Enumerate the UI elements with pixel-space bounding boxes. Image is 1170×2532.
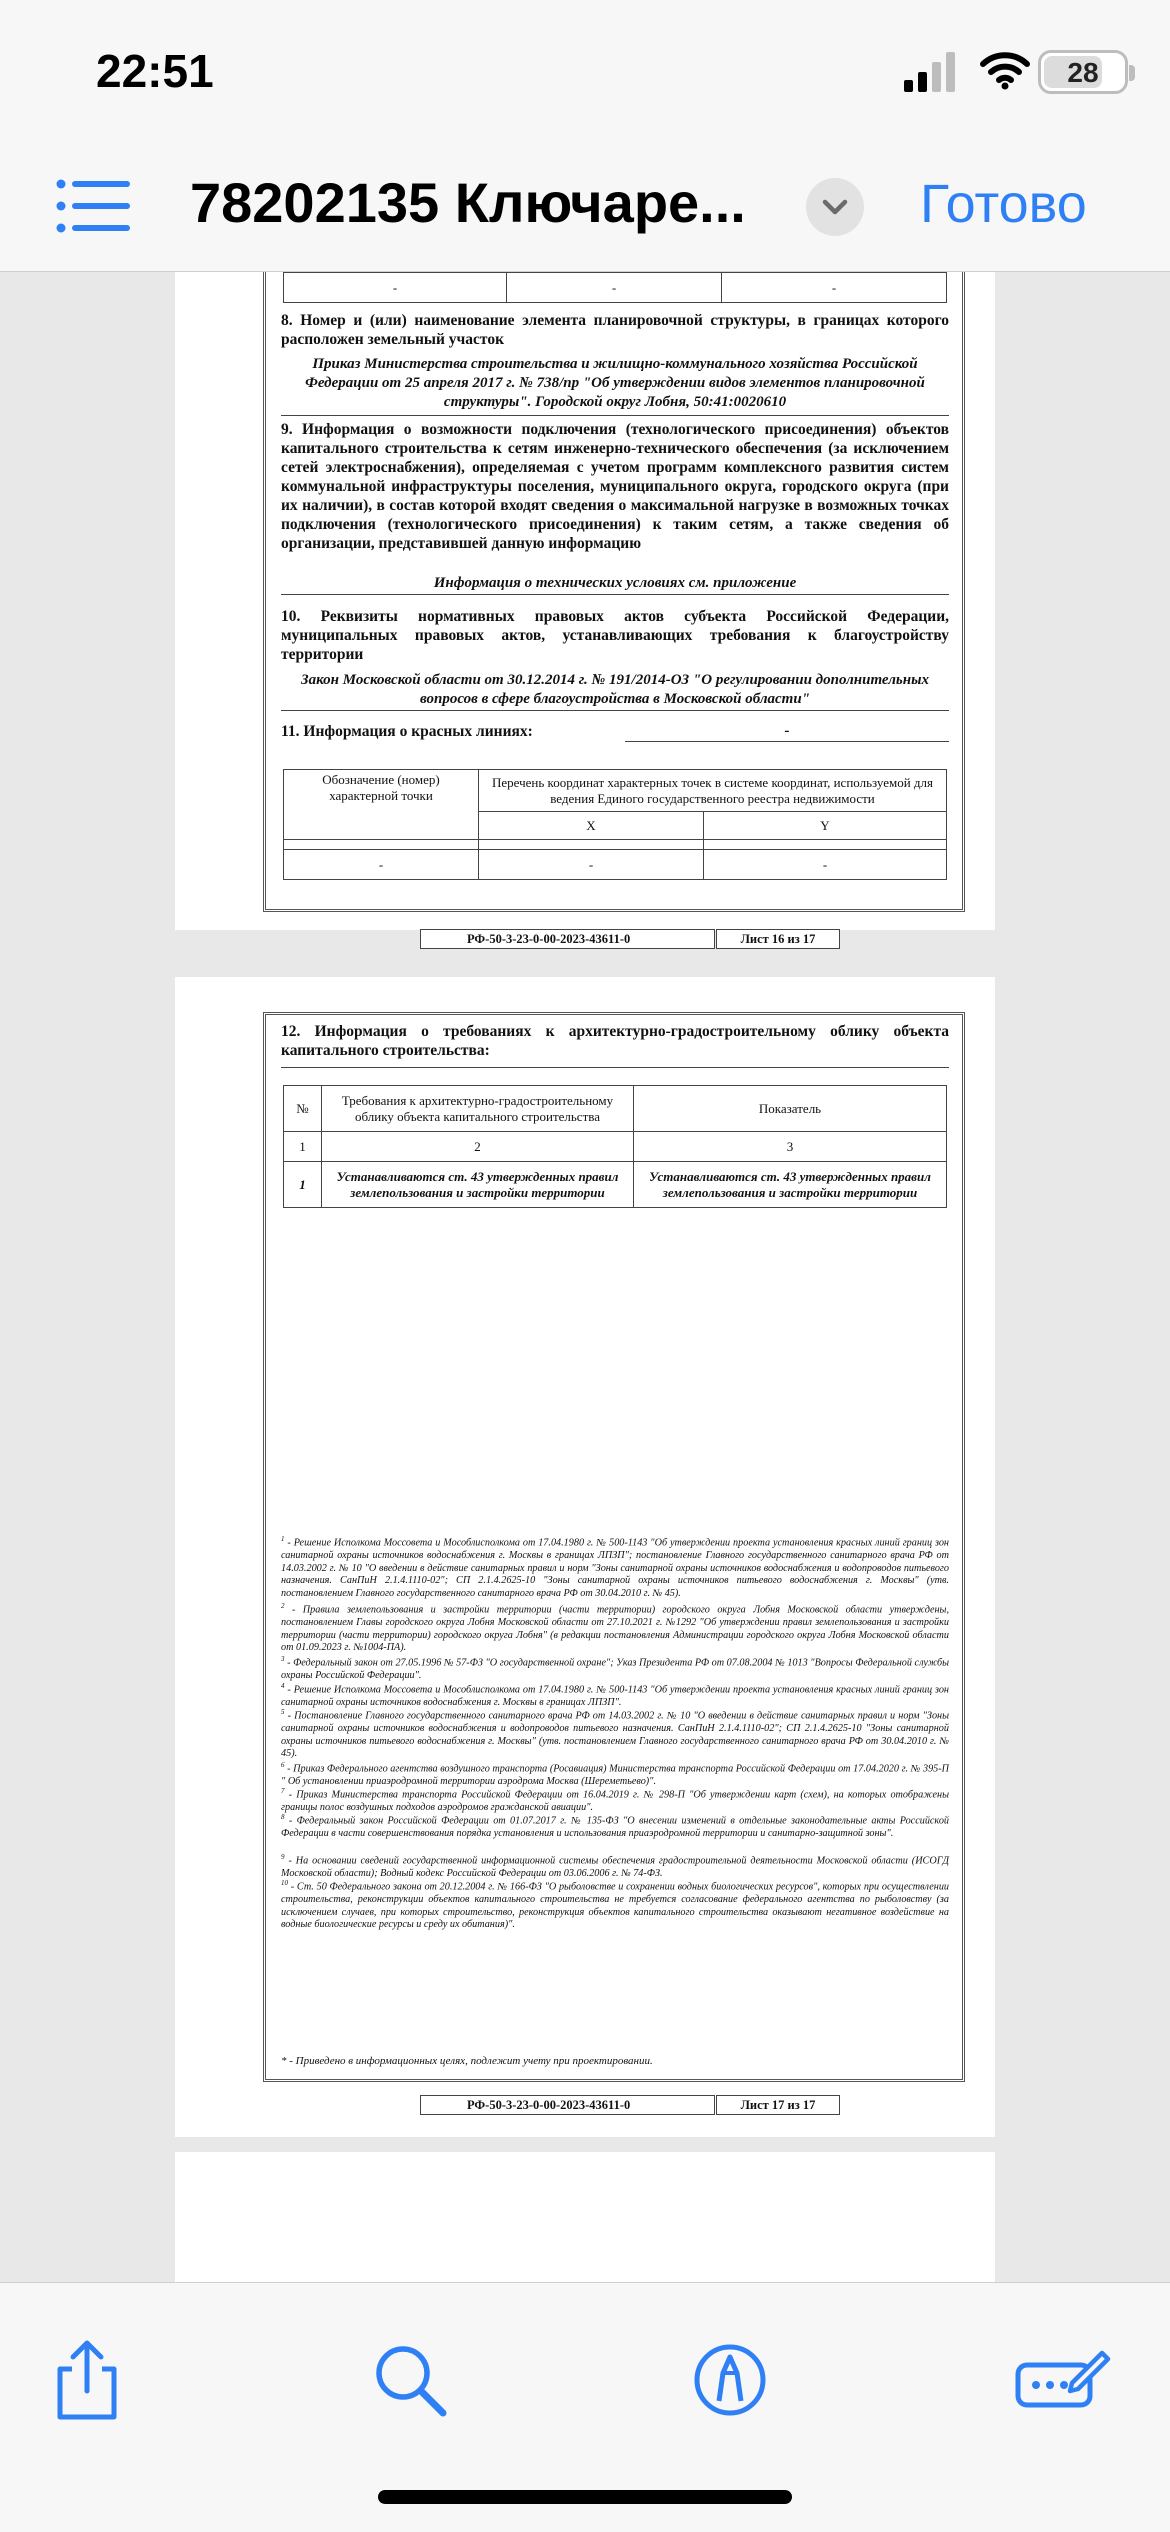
section-12-heading: 12. Информация о требованиях к архитектурно-градостроительному облику объекта капитального строительства:: [281, 1023, 949, 1059]
cellular-signal-icon: [904, 52, 958, 92]
footnote-8: $^8$ - Федеральный закон Российской Федерации от 01.07.2017 г. № 135-ФЗ "О внесении изменений в отдельные законодательные акты Российской Федерации в части совершенствования порядка установления и использования приаэродромной территории и санитарно-защитной зоны".: [281, 1813, 950, 1839]
document-page-next: [175, 2152, 995, 2282]
table-cell: -: [284, 273, 507, 303]
section-8-value: Приказ Министерства строительства и жилищно-коммунального хозяйства Российской Федерации от 25 апреля 2017 г. № 738/пр "Об утверждении видов элементов планировочной структуры". Городской округ Лобня, 50:41:0020610: [305, 356, 925, 410]
navigation-bar: [0, 140, 1170, 272]
page-17-footer: [420, 2095, 816, 2115]
status-time: 22:51: [96, 45, 214, 97]
table-cell: -: [704, 850, 947, 880]
footnote-5: $^5$ - Постановление Главного государственного санитарного врача РФ от 14.03.2002 г. № 10 "О введении в действие санитарных правил и норм "Зоны санитарной охраны источников водоснабжения и водопроводов питьевого назначения. СанПиН 2.1.4.1110-02"; СП 2.1.4.2625-10 "Зоны санитарной охраны источников питьевого водоснабжения г. Москвы" (утв. постановлением Главного государственного санитарного врача РФ от 30.04.2010 г. № 45).: [281, 1708, 949, 1760]
table-header: Требования к архитектурно-градостроительному облику объекта капитального строительства: [322, 1086, 634, 1132]
table-cell: 3: [634, 1132, 947, 1162]
section-10-value: Закон Московской области от 30.12.2014 г. № 191/2014-ОЗ "О регулировании дополнительных вопросов в сфере благоустройства в Московской области": [300, 672, 929, 707]
table-cell: -: [479, 850, 704, 880]
table-cell: 2: [322, 1132, 634, 1162]
section-11-value: -: [784, 723, 790, 739]
footnote-9: $^9$ - На основании сведений государственной информационной системы обеспечения градостроительной деятельности Московской области (ИСОГД Московской области); Водный кодекс Российской Федерации от 03.06.2006 г. № 74-ФЗ.: [281, 1853, 949, 1879]
table-cell: -: [507, 273, 722, 303]
footnote-10: $^{10}$ - Ст. 50 Федерального закона от 20.12.2004 г. № 166-ФЗ "О рыболовстве и сохранении водных биологических ресурсов", которых при осуществлении строительства, реконструкции объектов капитального строительства не требуется согласование федерального агентства по рыболовству (за исключением случаев, при которых строительство, реконструкция объектов капитального строительства оказывают негативное воздействие на водные биологические ресурсы и среду их обитания)".: [281, 1879, 950, 1931]
footer-code: РФ-50-3-23-0-00-2023-43611-0: [467, 2098, 631, 2112]
footnote-4: $^4$ - Решение Исполкома Моссовета и Мособлисполкома от 17.04.1980 г. № 500-1143 "Об утверждении проекта установления красных линий границ зон санитарной охраны источников водоснабжения г. Москвы в границах ЛПЗП".: [281, 1682, 949, 1708]
status-bar: [0, 0, 1170, 140]
informational-note: * - Приведено в информационных целях, подлежит учету при проектировании.: [281, 2055, 653, 2067]
footer-sheet: Лист 16 из 17: [716, 929, 840, 949]
table-cell: -: [284, 850, 479, 880]
table-header: Перечень координат характерных точек в системе координат, используемой для ведения Единого государственного реестра недвижимости: [479, 770, 947, 812]
red-lines-table: [283, 769, 947, 880]
divider: [281, 415, 949, 416]
section-8-heading: 8. Номер и (или) наименование элемента планировочной структуры, в границах которого расположен земельный участок: [281, 312, 949, 348]
table-header: Y: [704, 812, 947, 840]
section-9-value: Информация о технических условиях см. приложение: [433, 575, 797, 591]
wifi-icon: [980, 50, 1030, 90]
table-cell: -: [722, 273, 947, 303]
table-cell: Устанавливаются ст. 43 утвержденных правил землепользования и застройки территории: [322, 1162, 634, 1208]
section-10-heading: 10. Реквизиты нормативных правовых актов субъекта Российской Федерации, муниципальных правовых актов, устанавливающих требования к благоустройству территории: [281, 608, 949, 663]
footnote-7: $^7$ - Приказ Министерства транспорта Российской Федерации от 16.04.2019 г. № 298-П "Об утверждении карт (схем), на которых отображены границы полос воздушных подходов аэродромов гражданской авиации".: [281, 1787, 949, 1813]
battery-tip: [1129, 65, 1135, 81]
document-page-17: [175, 977, 995, 2137]
table-header: X: [479, 812, 704, 840]
table-header: Показатель: [634, 1086, 947, 1132]
table-cell: 1: [284, 1132, 322, 1162]
document-page-16: [175, 272, 995, 922]
table-header: Обозначение (номер) характерной точки: [284, 770, 479, 840]
divider: [281, 594, 949, 595]
footnote-6: $^6$ - Приказ Федерального агентства воздушного транспорта (Росавиация) Министерства транспорта Российской Федерации от 17.04.2020 г. № 395-П " Об установлении приаэродромной территории аэродрома Москва (Шереметьево)".: [281, 1761, 950, 1787]
title-menu-button[interactable]: [806, 178, 864, 236]
done-button[interactable]: Готово: [920, 174, 1087, 234]
footnote-3: $^3$ - Федеральный закон от 27.05.1996 № 57-ФЗ "О государственной охране"; Указ Президента РФ от 07.08.2004 № 1013 "Вопросы Федеральной службы охраны Российской Федерации".: [281, 1655, 950, 1681]
search-icon[interactable]: [365, 2335, 455, 2425]
footer-sheet: Лист 17 из 17: [716, 2095, 840, 2115]
table-cell: 1: [284, 1162, 322, 1208]
appearance-requirements-table: [283, 1085, 947, 1208]
footer-code: РФ-50-3-23-0-00-2023-43611-0: [467, 932, 631, 946]
footnote-1: $^1$ - Решение Исполкома Моссовета и Мособлисполкома от 17.04.1980 г. № 500-1143 "Об утверждении проекта установления красных линий границ зон санитарной охраны источников водоснабжения г. Москвы в границах ЛПЗП"; постановление Главного государственного санитарного врача РФ от 14.03.2002 г. № 10 "О введении в действие санитарных правил и норм "Зоны санитарной охраны источников водоснабжения и водопроводов питьевого назначения. СанПиН 2.1.4.1110-02"; СП 2.1.4.2625-10 "Зоны санитарной охраны источников питьевого водоснабжения г. Москвы" (утв. постановлением Главного государственного санитарного врача РФ от 30.04.2010 г. № 45).: [281, 1535, 949, 1599]
battery-percent: 28: [1067, 57, 1099, 88]
section-9-heading: 9. Информация о возможности подключения (технологического присоединения) объектов капитального строительства к сетям инженерно-технического обеспечения (за исключением сетей электроснабжения), определяемая с учетом программ комплексного развития систем коммунальной инфраструктуры поселения, муниципального округа, городского округа (при их наличии), в состав которой входят сведения о максимальной нагрузке в возможных точках подключения (технологического присоединения) к таким сетям, а также сведения об организации, представившей данную информацию: [281, 421, 949, 552]
home-indicator: [378, 2490, 792, 2504]
fill-and-sign-icon[interactable]: [1012, 2335, 1112, 2425]
battery-icon: [1038, 50, 1128, 94]
table-cell: Устанавливаются ст. 43 утвержденных правил землепользования и застройки территории: [634, 1162, 947, 1208]
divider: [281, 1067, 949, 1068]
list-icon[interactable]: [56, 178, 130, 234]
divider: [625, 741, 949, 742]
page-16-footer: [420, 929, 816, 949]
document-viewer[interactable]: [0, 272, 1170, 2282]
section-11-heading: 11. Информация о красных линиях:: [281, 723, 533, 740]
share-icon[interactable]: [42, 2335, 132, 2425]
footnote-2: $^2$ - Правила землепользования и застройки территории (части территории) городского округа Лобня Московской области утверждены, постановлением Главы городского округа Лобня Московской области от 27.10.2021 г. №1292 "Об утверждении правил землепользования и застройки территории (части территории) городского округа Лобня" (в редакции постановления Администрации городского округа Лобня Московской области от 01.09.2023 г. №1004-ПА).: [281, 1602, 950, 1654]
markup-icon[interactable]: [685, 2335, 775, 2425]
chevron-down-icon: [806, 178, 864, 236]
top-table: [283, 272, 947, 303]
document-title[interactable]: 78202135 Ключаре...: [190, 171, 746, 234]
table-header: №: [284, 1086, 322, 1132]
divider: [281, 710, 949, 711]
